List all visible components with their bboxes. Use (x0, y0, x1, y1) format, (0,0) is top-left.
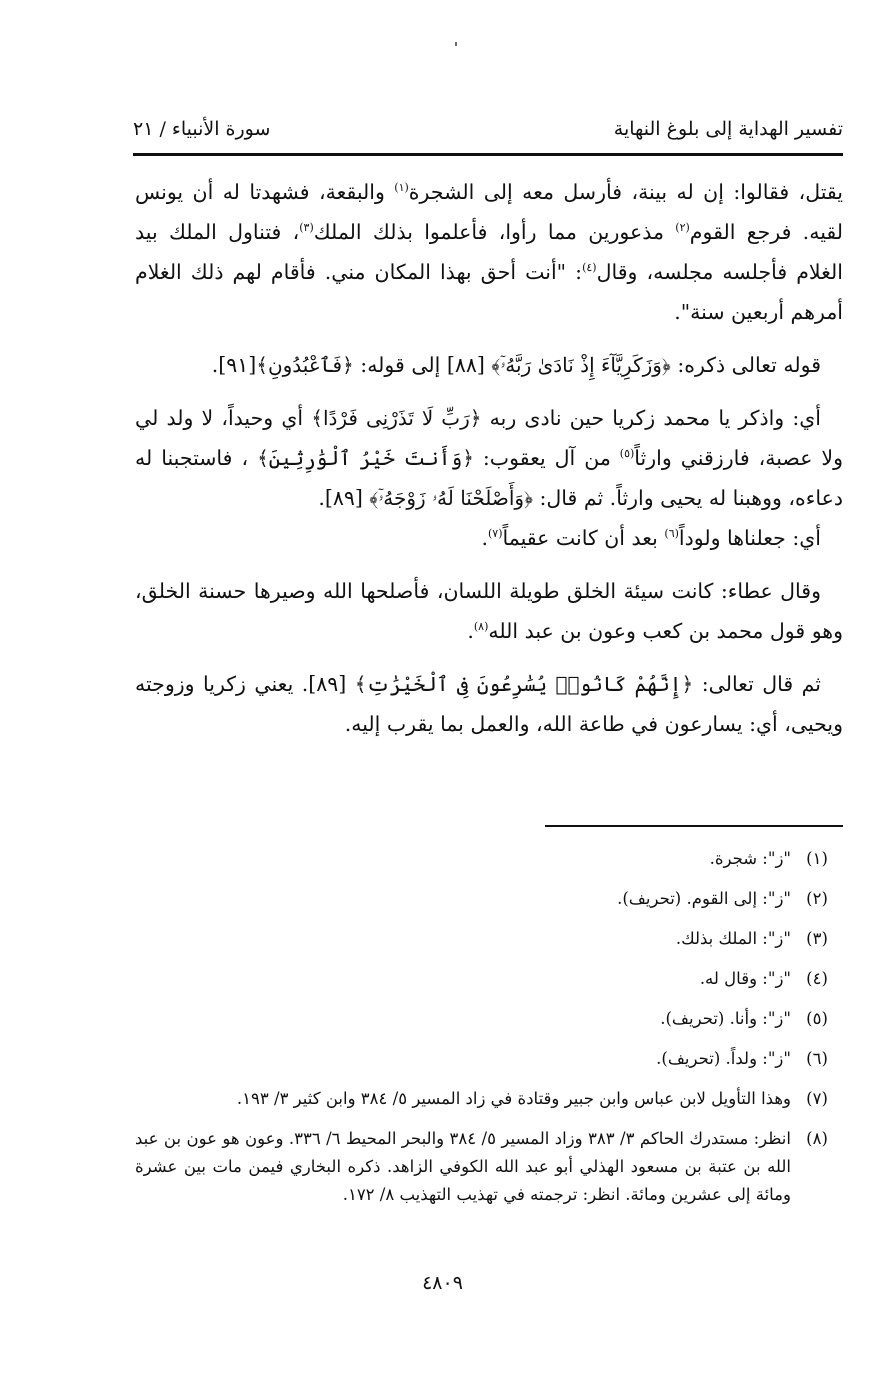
text-run: أي: جعلناها ولوداً (678, 526, 821, 550)
quran-verse: ﴿وَأَنتَ خَيْرُ ٱلْوَٰرِثِينَ﴾ (257, 446, 474, 470)
text-run: . (481, 526, 488, 550)
text-run: أي: واذكر يا محمد زكريا حين نادى ربه (481, 406, 821, 430)
footnote (135, 925, 843, 953)
footnote-number: (٨) (806, 1129, 828, 1148)
paragraph-3 (135, 398, 843, 518)
header-rule (133, 153, 843, 156)
text-run: : "أنت أحق بهذا المكان مني. فأقام لهم ذلك الغلام أمرهم أربعين سنة". (135, 260, 843, 324)
scan-speck (455, 42, 457, 46)
page-number: ٤٨٠٩ (422, 1272, 463, 1294)
footnote (135, 1045, 843, 1073)
main-text (135, 172, 843, 744)
footnote-number: (٦) (806, 1049, 828, 1068)
text-run: والبقعة، فشهدتا له أن يونس لقيه. فرجع القوم (135, 180, 843, 244)
footnote (135, 1005, 843, 1033)
quran-verse: ﴿وَزَكَرِيَّآءَ إِذْ نَادَىٰ رَبَّهُۥٓ﴾ (491, 353, 671, 377)
footnote-number: (٣) (806, 929, 828, 948)
text-run: قوله تعالى ذكره: (670, 353, 821, 377)
footnote-number: (٧) (806, 1089, 828, 1108)
footnote-text: انظر: مستدرك الحاكم ٣/ ٣٨٣ وزاد المسير ٥/ ٣٨٤ والبحر المحيط ٦/ ٣٣٦. وعون هو عون بن عبد الله بن عتبة بن مسعود الهذلي أبو عبد الله الكوفي الزاهد. ذكره البخاري فيمن مات بين عشرة ومائة إلى عشرين ومائة. انظر: ترجمته في تهذيب التهذيب ٨/ ١٧٢. (135, 1129, 791, 1204)
footnotes (135, 845, 843, 1209)
text-run: [٨٩]. (318, 486, 370, 510)
text-run: ، فاستجبنا له دعاءه، ووهبنا له يحيى وارثاً. ثم قال: (135, 446, 843, 510)
footnote-ref: (٥) (619, 447, 635, 461)
paragraph-2 (135, 345, 843, 385)
text-run: . (467, 619, 474, 643)
text-run: مذعورين مما رأوا، فأعلموا بذلك الملك (313, 220, 676, 244)
footnote-ref: (٦) (664, 527, 679, 541)
text-run: أي وحيداً، لا ولد لي ولا عصبة، فارزقني وارثاً (135, 406, 843, 470)
footnote-ref: (٧) (487, 527, 503, 541)
footnote (135, 845, 843, 873)
paragraph-6 (135, 664, 843, 744)
footnote-ref: (٨) (473, 620, 489, 634)
text-run: [٨٨] إلى قوله: (353, 353, 492, 377)
paragraph-5 (135, 571, 843, 651)
footnote-number: (٤) (806, 969, 828, 988)
footnote-text: "ز": إلى القوم. (تحريف). (617, 889, 791, 908)
text-run: يقتل، فقالوا: إن له بينة، فأرسل معه إلى الشجرة (408, 180, 843, 204)
text-run: وقال عطاء: كانت سيئة الخلق طويلة اللسان، فأصلحها الله وصيرها حسنة الخلق، وهو قول محمد بن كعب وعون بن عبد الله (135, 579, 843, 643)
text-run: من آل يعقوب: (473, 446, 620, 470)
quran-verse: ﴿إِنَّهُمْ كَانُوا۟ يُسَٰرِعُونَ فِى ٱلْخَيْرَٰتِ﴾ (354, 672, 694, 696)
text-run: [٩١]. (211, 353, 257, 377)
footnote-text: "ز": وأنا. (تحريف). (660, 1009, 791, 1028)
footnote-text: "ز": الملك بذلك. (675, 929, 791, 948)
footnote-ref: (٤) (582, 261, 597, 275)
footnote-text: وهذا التأويل لابن عباس وابن جبير وقتادة في زاد المسير ٥/ ٣٨٤ وابن كثير ٣/ ١٩٣. (236, 1089, 791, 1108)
footnote-text: "ز": ولداً. (تحريف). (656, 1049, 791, 1068)
text-run: بعد أن كانت عقيماً (502, 526, 665, 550)
quran-verse: ﴿وَأَصْلَحْنَا لَهُۥ زَوْجَهُۥٓ﴾ (369, 486, 533, 510)
footnote-separator (545, 825, 843, 827)
paragraph-1 (135, 172, 843, 332)
footnote (135, 1125, 843, 1209)
text-run: ، فتناول الملك بيد الغلام فأجلسه مجلسه، وقال (135, 220, 843, 284)
footnote-text: "ز": شجرة. (709, 849, 791, 868)
quran-verse: ﴿فَٱعْبُدُونِ﴾ (256, 353, 354, 377)
text-run: [٨٩]. يعني زكريا وزوجته ويحيى، أي: يسارعون في طاعة الله، والعمل بما يقرب إليه. (135, 672, 843, 736)
running-header (133, 112, 843, 148)
quran-verse: ﴿رَبِّ لَا تَذَرْنِى فَرْدًا﴾ (311, 406, 482, 430)
surah-info: سورة الأنبياء / ٢١ (133, 118, 271, 140)
text-run: ثم قال تعالى: (693, 672, 821, 696)
footnote-ref: (٢) (675, 221, 690, 235)
footnote-number: (٢) (806, 889, 828, 908)
book-title: تفسير الهداية إلى بلوغ النهاية (613, 118, 843, 140)
footnote (135, 885, 843, 913)
footnote-number: (١) (806, 849, 828, 868)
footnote (135, 965, 843, 993)
footnote-number: (٥) (806, 1009, 828, 1028)
footnote-ref: (١) (394, 181, 409, 195)
footnote (135, 1085, 843, 1113)
footnote-text: "ز": وقال له. (699, 969, 791, 988)
footnote-ref: (٣) (299, 221, 314, 235)
paragraph-4 (135, 518, 843, 558)
